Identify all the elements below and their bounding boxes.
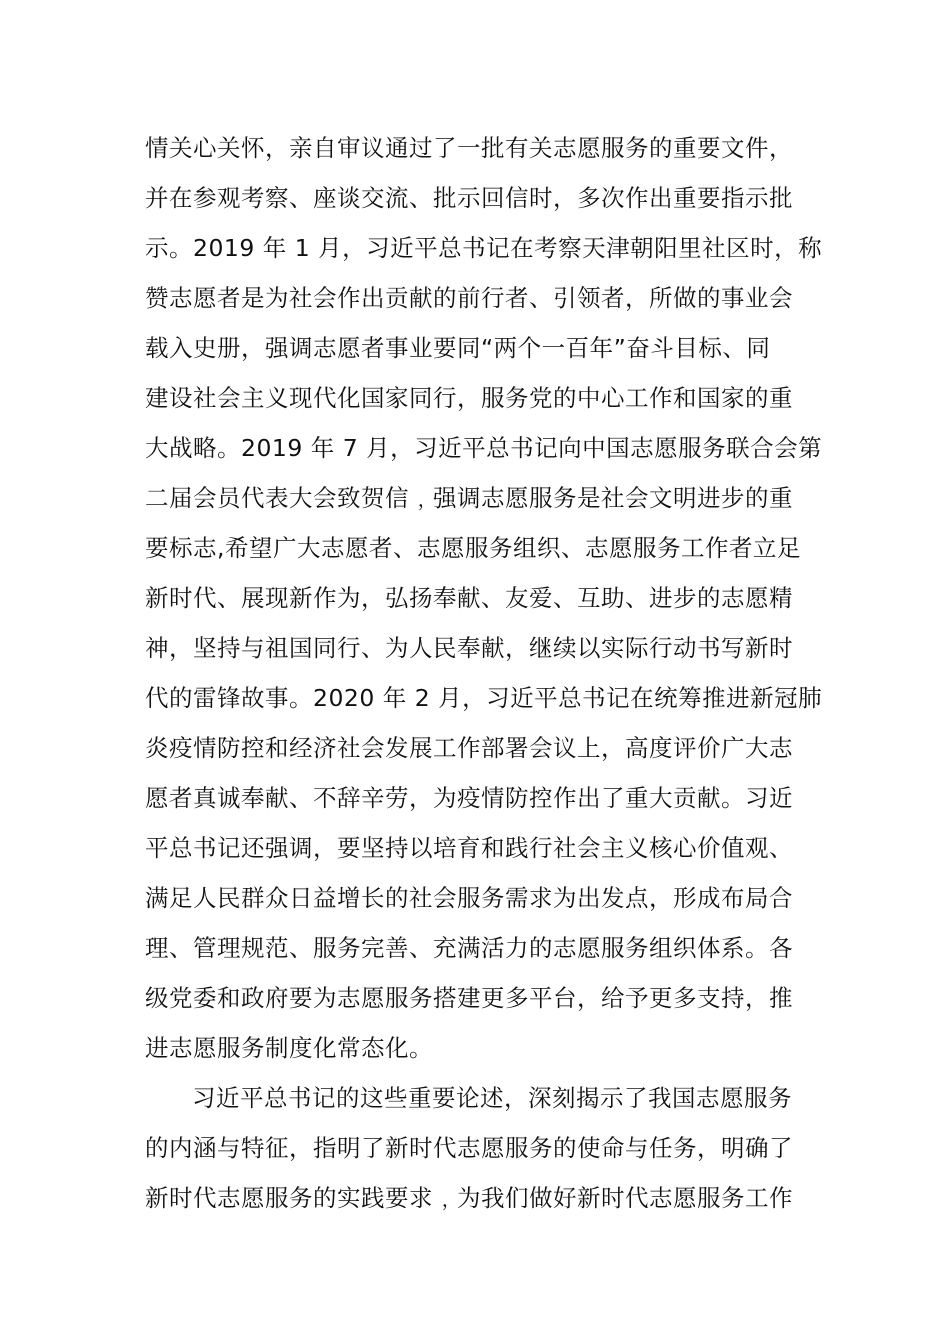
text-line: 愿者真诚奉献、不辞辛劳，为疫情防控作出了重大贡献。习近: [145, 784, 793, 812]
text-line: 载入史册，强调志愿者事业要同“两个一百年”奋斗目标、同: [145, 334, 771, 362]
text-line: 大战略。2019 年 7 月，习近平总书记向中国志愿服务联合会第: [145, 434, 823, 462]
text-line: 新时代、展现新作为，弘扬奉献、友爱、互助、进步的志愿精: [145, 584, 793, 612]
text-line: 级党委和政府要为志愿服务搭建更多平台，给予更多支持，推: [145, 984, 793, 1012]
document-body: [145, 123, 823, 1223]
text-line: 神，坚持与祖国同行、为人民奉献，继续以实际行动书写新时: [145, 634, 793, 662]
text-line: 满足人民群众日益增长的社会服务需求为出发点，形成布局合: [145, 884, 793, 912]
text-line: 代的雷锋故事。2020 年 2 月，习近平总书记在统筹推进新冠肺: [145, 684, 823, 712]
text-line: 要标志,希望广大志愿者、志愿服务组织、志愿服务工作者立足: [145, 534, 801, 562]
text-line: 平总书记还强调，要坚持以培育和践行社会主义核心价值观、: [145, 834, 793, 862]
text-line: 并在参观考察、座谈交流、批示回信时，多次作出重要指示批: [145, 184, 793, 212]
paragraph-2: [145, 1073, 810, 1223]
text-line: 炎疫情防控和经济社会发展工作部署会议上，高度评价广大志: [145, 734, 793, 762]
text-line: 习近平总书记的这些重要论述，深刻揭示了我国志愿服务: [192, 1084, 792, 1112]
text-line: 的内涵与特征，指明了新时代志愿服务的使命与任务，明确了: [145, 1134, 793, 1162]
text-line: 理、管理规范、服务完善、充满活力的志愿服务组织体系。各: [145, 934, 793, 962]
text-line: 二届会员代表大会致贺信﹐强调志愿服务是社会文明进步的重: [145, 484, 793, 512]
text-line: 赞志愿者是为社会作出贡献的前行者、引领者，所做的事业会: [145, 284, 793, 312]
text-line: 示。2019 年 1 月，习近平总书记在考察天津朝阳里社区时，称: [145, 234, 823, 262]
paragraph-1: [145, 123, 823, 1073]
text-line: 建设社会主义现代化国家同行，服务党的中心工作和国家的重: [145, 384, 793, 412]
text-line: 进志愿服务制度化常态化。: [145, 1034, 433, 1062]
text-line: 情关心关怀，亲自审议通过了一批有关志愿服务的重要文件，: [145, 134, 793, 162]
text-line: 新时代志愿服务的实践要求﹐为我们做好新时代志愿服务工作: [145, 1184, 793, 1212]
